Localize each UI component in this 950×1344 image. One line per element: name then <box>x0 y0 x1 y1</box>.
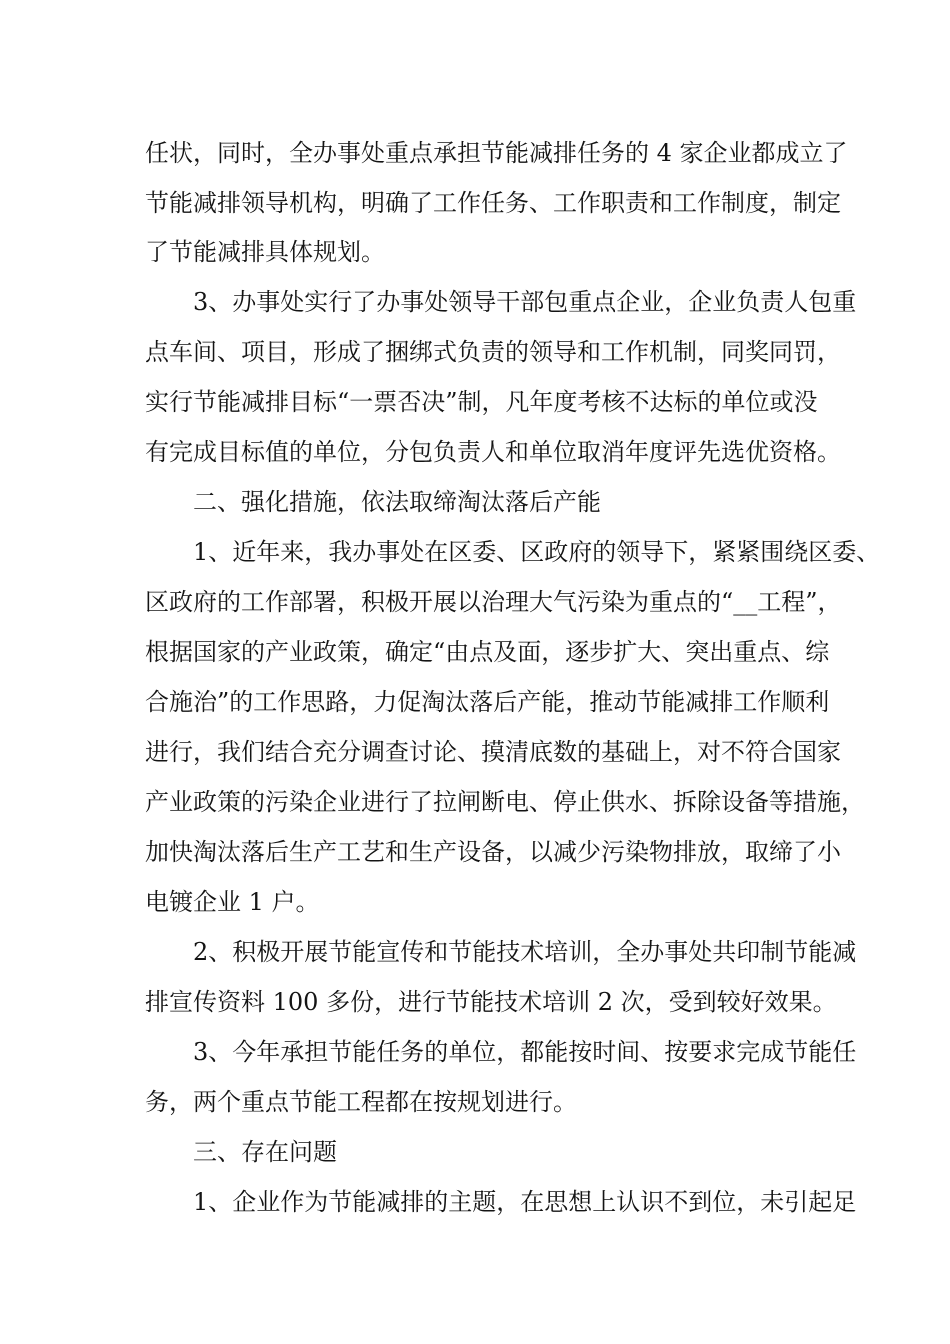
text-line: 有完成目标值的单位，分包负责人和单位取消年度评先选优资格。 <box>145 438 841 466</box>
paragraph-start-line: 3、办事处实行了办事处领导干部包重点企业，企业负责人包重 <box>193 288 857 316</box>
text-line: 合施治”的工作思路，力促淘汰落后产能，推动节能减排工作顺利 <box>145 688 830 716</box>
section-heading: 二、强化措施，依法取缔淘汰落后产能 <box>193 488 601 516</box>
text-line: 区政府的工作部署，积极开展以治理大气污染为重点的“__工程”， <box>145 588 842 616</box>
text-line: 产业政策的污染企业进行了拉闸断电、停止供水、拆除设备等措施， <box>145 788 865 816</box>
text-line: 进行，我们结合充分调查讨论、摸清底数的基础上，对不符合国家 <box>145 738 841 766</box>
paragraph-start-line: 3、今年承担节能任务的单位，都能按时间、按要求完成节能任 <box>193 1038 857 1066</box>
paragraph-start-line: 2、积极开展节能宣传和节能技术培训，全办事处共印制节能减 <box>193 938 857 966</box>
paragraph-start-line: 1、近年来，我办事处在区委、区政府的领导下，紧紧围绕区委、 <box>193 538 881 566</box>
text-line: 根据国家的产业政策，确定“由点及面，逐步扩大、突出重点、综 <box>145 638 830 666</box>
text-line: 了节能减排具体规划。 <box>145 238 385 266</box>
text-line: 务，两个重点节能工程都在按规划进行。 <box>145 1088 577 1116</box>
paragraph-start-line: 1、企业作为节能减排的主题，在思想上认识不到位，未引起足 <box>193 1188 857 1216</box>
text-line: 点车间、项目，形成了捆绑式负责的领导和工作机制，同奖同罚， <box>145 338 841 366</box>
text-line: 节能减排领导机构，明确了工作任务、工作职责和工作制度，制定 <box>145 189 841 217</box>
text-line: 加快淘汰落后生产工艺和生产设备，以减少污染物排放，取缔了小 <box>145 838 841 866</box>
text-line: 实行节能减排目标“一票否决”制，凡年度考核不达标的单位或没 <box>145 388 818 416</box>
text-line: 电镀企业 1 户。 <box>145 888 320 916</box>
section-heading: 三、存在问题 <box>193 1138 337 1166</box>
text-line: 任状，同时，全办事处重点承担节能减排任务的 4 家企业都成立了 <box>145 139 848 167</box>
text-line: 排宣传资料 100 多份，进行节能技术培训 2 次，受到较好效果。 <box>145 988 837 1016</box>
